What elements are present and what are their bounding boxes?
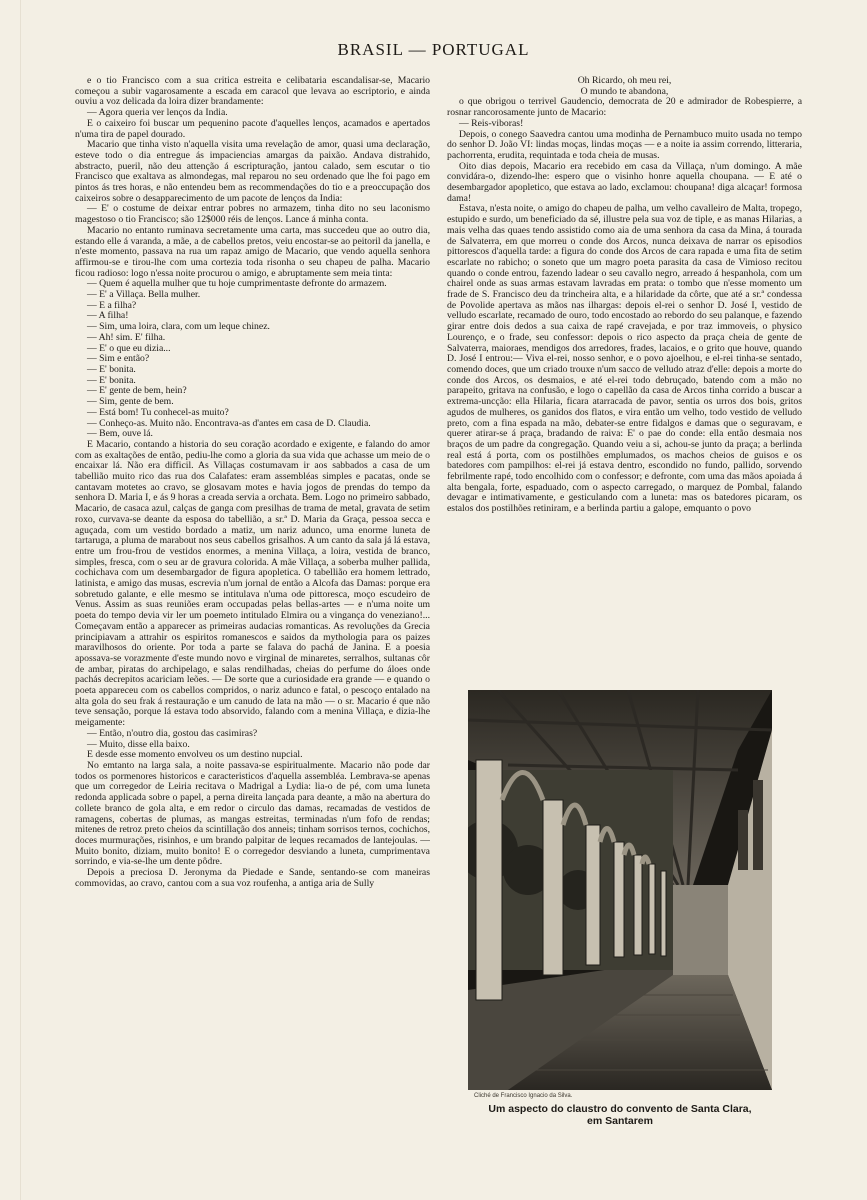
- paragraph: — Sim, uma loira, clara, com um leque chinez.: [87, 321, 270, 333]
- paragraph: — E' o que eu dizia...: [87, 342, 171, 354]
- page-header: BRASIL — PORTUGAL: [337, 40, 530, 59]
- paragraph: — E' bonita.: [87, 374, 136, 386]
- paragraph: Oito dias depois, Macario era recebido em casa da Villaça, n'um domingo. A mãe convidára-o, dizendo-lhe: espero que o visinho honre aquella choupana. — E até o desembargador apopletico, que estava ao lado, exclamou: choupana! diga alcaçar! formosa dama!: [447, 160, 802, 204]
- paragraph: — Conheço-as. Muito não. Encontrava-as d'antes em casa de D. Claudia.: [87, 417, 371, 429]
- paragraph: — E a filha?: [87, 299, 137, 311]
- paragraph: — Reis-viboras!: [459, 117, 524, 129]
- paragraph: — Sim, gente de bem.: [87, 396, 174, 408]
- paragraph: — Quem é aquella mulher que tu hoje cumprimentaste defronte do armazem.: [87, 278, 387, 290]
- paragraph: E Macario, contando a historia do seu coração acordado e exigente, e falando do amor com as exaltações de então, pediu-lhe como a gloria da sua vida que achasse um meio de o encaixar lá. Não era difficil. As Villaças costumavam ir aos sabbados a casa de um tabellião muito rico das rua dos Calafates: eram assembléas simples e pacatas, onde se cantavam motetes ao cravo, se glosavam motes e havia jogos de prendas do tempo da senhora D. Maria I, e ás 9 horas a creada servia a orchata. Bem. Logo no primeiro sabbado, Macario, de casaca azul, calças de ganga com presilhas de trama de metal, gravata de setim roxo, curvava-se deante da esposa do tabellião, a sr.ª D. Maria da Graça, pessoa secca e aguçada, com um vestido bordado a matiz, um nariz adunco, uma enorme luneta de tartaruga, a pluma de marabout nos seus cabellos grisalhos. A um canto da sala já lá estava, entre um frou-frou de vestidos enormes, a menina Villaça, a loira, vestida de branco, simples, fresca, com o seu ar de gravura colorida. A mãe Villaça, a soberba mulher pallida, cochichava com um desembargador de figura apopletica. O tabellião era homem lettrado, latinista, e amigo das musas, escrevia n'um jornal de então a Alcofa das Damas: porque era sobretudo galante, e elle mesmo se intitulava n'uma ode pittoresca, moço escudeiro de Venus. Assim as suas reuniões eram occupadas pelas bellas-artes — e n'uma noite um poeta do tempo devia vir ler um poemeto intitulado Elmira ou a vingança do veneziano!... Começavam então a apparecer as primeiras audacias romanticas. As revoluções da Grecia principiavam a attrahir os espiritos romanescos e saidos da mythologia para os paizes maravilhosos do oriente. Por toda a parte se falava do pachá de Janina. E a poesia apossava-se vorazmente d'este mundo novo e virginal de minaretes, serralhos, sultanas côr de ambar, piratas do archipelago, e salas rendilhadas, cheias do perfume do áloes onde pachás decrepitos acariciam leões. — De sorte que a curiosidade era grande — e quando o poeta appareceu com os cabellos compridos, o nariz adunco e fatal, o pescoço entalado na alta gola do seu frak á restauração e um canudo de lata na mão — o sr. Macario é que não teve sensação, porque lá estava todo absorvido, falando com a menina Villaça, e dizia-lhe meigamente:: [75, 438, 430, 729]
- paragraph: Depois, o conego Saavedra cantou uma modinha de Pernambuco muito usada no tempo do senhor D. João VI: lindas moças, lindas moças — e a noite ia assim correndo, litteraria, pachorrenta, erudita, requintada e toda cheia de musas.: [447, 128, 802, 161]
- page-edge: [20, 0, 21, 1200]
- paragraph: — E' bonita.: [87, 363, 136, 375]
- paragraph: — Então, n'outro dia, gostou das casimiras?: [87, 727, 258, 739]
- paragraph: E desde esse momento envolveu os um destino nupcial.: [87, 749, 303, 761]
- paragraph: Depois a preciosa D. Jeronyma da Piedade e Sande, sentando-se com maneiras commovidas, ao cravo, cantou com a sua voz roufenha, a antiga aria de Sully: [75, 867, 430, 889]
- cloister-photo: [468, 690, 772, 1090]
- cloister-illustration: [468, 690, 772, 1090]
- paragraph: — Muito, disse ella baixo.: [87, 738, 190, 750]
- left-column: [75, 76, 430, 889]
- paragraph: — Está bom! Tu conhecel-as muito?: [87, 406, 229, 418]
- paragraph: e o tio Francisco com a sua critica estreita e celibataria escandalisar-se, Macario começou a subir vagarosamente a escada em caracol que levava ao escriptorio, e ainda ouviu a voz delicada da loira dizer brandamente:: [75, 75, 430, 108]
- paragraph: Macario que tinha visto n'aquella visita uma revelação de amor, quasi uma declaração, esteve todo o dia entregue ás impaciencias amargas da paixão. Andava distrahido, abstracto, pueril, não deu attenção á escripturação, jantou calado, sem escutar o tio Francisco que exaltava as almondegas, mal reparou no seu ordenado que lhe foi pago em pintos ás tres horas, e não entendeu bem as recommendações do tio e a preoccupação dos caixeiros sobre o desapparecimento de um pacote de lenços da India:: [75, 139, 430, 204]
- paragraph: — E' gente de bem, hein?: [87, 385, 187, 397]
- paragraph: E o caixeiro foi buscar um pequenino pacote d'aquelles lenços, acamados e apertados n'uma tira de papel dourado.: [75, 117, 430, 140]
- paragraph: — Bem, ouve lá.: [87, 428, 153, 440]
- photo-credit: Cliché de Francisco Ignacio da Silva.: [474, 1093, 573, 1099]
- poem-line: Oh Ricardo, oh meu rei,: [577, 75, 672, 86]
- paragraph: Macario no entanto ruminava secretamente uma carta, mas succedeu que ao outro dia, estando elle á varanda, a mãe, a de cabellos pretos, veiu encostar-se ao peitoril da janella, e n'este momento, passava na rua um rapaz amigo de Macario, que vendo aquella senhora affirmou-se e tirou-lhe com uma cortezia toda risonha o seu chapeu de palha. Macario ficou radioso: logo n'essa noite procurou o amigo, e abruptamente sem meia tinta:: [75, 224, 430, 279]
- paragraph: o que obrigou o terrivel Gaudencio, democrata de 20 e admirador de Robespierre, a rosnar rancorosamente junto de Macario:: [447, 96, 802, 119]
- paragraph: — Agora queria ver lenços da India.: [87, 107, 228, 119]
- caption-line-1: Um aspecto do claustro do convento de Santa Clara,: [488, 1103, 752, 1115]
- poem: [447, 76, 802, 97]
- right-paragraphs: [447, 97, 802, 514]
- paragraph: — E' o costume de deixar entrar pobres no armazem, tinha dito no seu laconismo magestoso o tio Francisco; são 12$000 réis de lenços. Lance á minha conta.: [75, 203, 430, 226]
- figure-caption: [468, 1103, 772, 1127]
- paragraph: — E' a Villaça. Bella mulher.: [87, 289, 201, 301]
- caption-line-2: em Santarem: [587, 1115, 653, 1127]
- paragraph: Estava, n'esta noite, o amigo do chapeu de palha, um velho cavalleiro de Malta, tropego, estupido e surdo, um beneficiado da sé, illustre pela sua voz de tiple, e as manas Hilarias, a mais velha das quaes tendo assistido como aia de uma senhora da casa da Mina, á tourada de Salvaterra, em que morreu o conde dos Arcos, nunca deixava de narrar os episodios pittorescos d'aquella tarde: a figura do conde dos Arcos de cara rapada e uma fita de setim escarlate no rabicho; o soneto que um magro poeta parasita da casa de Vimioso recitou quando o conde entrou, fazendo ladear o seu cavallo negro, arreado á hespanhola, com um chairel onde as suas armas estavam lavradas em prata: o tombo que n'esse momento um frade de S. Francisco deu da trincheira alta, e a hilaridade da côrte, que até a sr.ª condessa de Povolide apertava as mãos nas ilhargas: depois el-rei o senhor D. José I, vestido de velludo escarlate, recamado de ouro, todo encostado ao rebordo do seu palanque, e fazendo girar entre dois dedos a sua caixa de rapé cravejada, e por traz immoveis, o physico Lourenço, e o frade, seu confessor: depois o rico aspecto da praça cheia de gente de Salvaterra, maioraes, mendigos dos arredores, frades, lacaios, e o grito que houve, quando D. José I entrou:— Viva el-rei, nosso senhor, e o povo ajoelhou, e el-rei tinha-se sentado, comendo doces, que um criado trouxe n'um sacco de velludo atraz d'elle: depois a morte do conde dos Arcos, os desmaios, e até el-rei todo debruçado, batendo com a mão no parapeito, gritava na confusão, e logo o capellão da casa de Arcos tinha corrido a buscar a extrema-uncção: ella Hilaria, ficara atarracada de pavor, sentia os urros dos bois, gritos agudos de mulheres, os ganidos dos flatos, e vira então um velho, todo vestido de velludo preto, com a fina espada na mão, debater-se entre fidalgos e damas que o seguravam, e querer atirar-se á praça, bradando de raiva: E' o pae do conde: ella então desmaia nos braços de um padre da congregação. Quando veiu a si, achou-se junto da praça; a berlinda real está á porta, com os postilhões emplumados, os machos cheios de guisos e os batedores com pampilhos: el-rei já estava dentro, escondido no fundo, pallido, sorvendo febrilmente rapé, todo encolhido com o confessor; e defronte, com uma das mãos apoiada á alta bengala, forte, espaduado, com o aspecto carregado, o marquez de Pombal, falando devagar e intimativamente, e gesticulando com a luneta: mas os batedores picaram, os estalos dos postilhões retiniram, e a berlinda partiu a galope, emquanto o povo: [447, 203, 802, 515]
- poem-line: O mundo te abandona,: [580, 85, 669, 97]
- paragraph: — Sim e então?: [87, 353, 150, 365]
- right-column: [447, 76, 802, 515]
- paragraph: — Ah! sim. E' filha.: [87, 331, 166, 343]
- paragraph: No emtanto na larga sala, a noite passava-se espiritualmente. Macario não pode dar todos os pormenores historicos e caracteristicos d'aquella assembléa. Lembrava-se apenas que um corregedor de Leiria recitava o Madrigal a Lydia: lia-o de pé, com uma luneta redonda applicada sobre o papel, a perna direita lançada para deante, a mão na abertura do collete branco de gola alta, e em redor o circulo das damas, recamadas de vestidos de ramagens, cobertas de plumas, as mangas estreitas, terminadas n'um fofo de rendas; mitenes de retroz preto cheios da scintillação dos anneis; tinham sorrisos ternos, cochichos, doces murmurações, risinhos, e um brando palpitar de leques recamados de lantejoulas. — Muito bonito, diziam, muito bonito! E o corregedor desviando a luneta, cumprimentava sorrindo, e via-se-lhe um dente pôdre.: [75, 760, 430, 868]
- paragraph: — A filha!: [87, 310, 129, 322]
